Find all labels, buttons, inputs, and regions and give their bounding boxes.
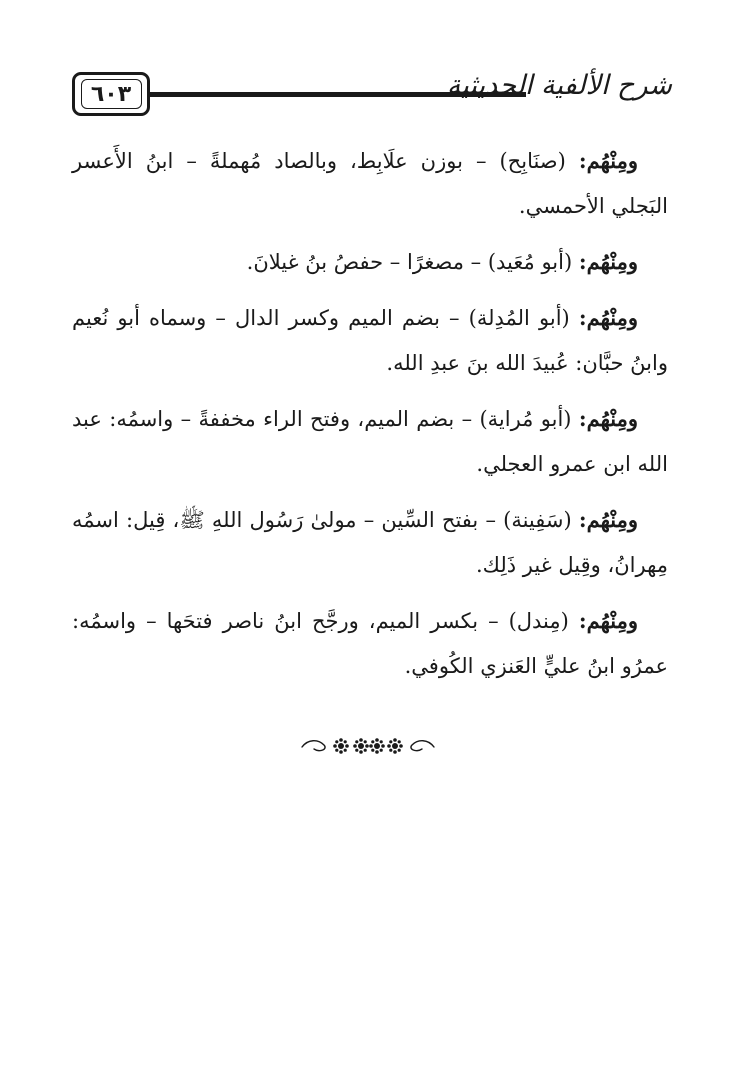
paragraph-3	[72, 295, 668, 386]
paragraph-lead: ومِنْهُم:	[578, 249, 638, 274]
book-title: شرح الألفية الحديثية	[446, 70, 672, 101]
paragraph-lead: ومِنْهُم:	[578, 406, 638, 431]
page-number-box	[72, 72, 150, 116]
paragraph-1	[72, 138, 668, 229]
paragraph-text: (مِندل) – بكسر الميم، ورجَّح ابنُ ناصر فتحَها – واسمُه: عمرُو ابنُ عليٍّ العَنزي الكُوفي.	[72, 609, 668, 678]
page-number: ٦٠٣	[90, 82, 132, 107]
paragraph-text: (سَفِينة) – بفتح السِّين – مولىٰ رَسُول اللهِ ﷺ، قِيل: اسمُه مِهرانُ، وقِيل غير ذَلِك.	[72, 508, 668, 577]
paragraph-5	[72, 497, 668, 588]
paragraph-text: (أبو المُدِلة) – بضم الميم وكسر الدال – وسماه أبو نُعيم وابنُ حبَّان: عُبيدَ الله بنَ عبدِ الله.	[72, 306, 668, 375]
page-content	[72, 138, 668, 699]
paragraph-6	[72, 598, 668, 689]
paragraph-text: (صنَابِح) – بوزن علَابِط، وبالصاد مُهملةً – ابنُ الأَعسر البَجلي الأحمسي.	[72, 149, 668, 218]
section-end-ornament	[300, 735, 436, 757]
paragraph-lead: ومِنْهُم:	[578, 507, 638, 532]
paragraph-text: (أبو مُراية) – بضم الميم، وفتح الراء مخففةً – واسمُه: عبد الله ابن عمرو العجلي.	[72, 407, 668, 476]
paragraph-2	[72, 239, 668, 285]
paragraph-lead: ومِنْهُم:	[578, 305, 638, 330]
paragraph-4	[72, 396, 668, 487]
paragraph-text: (أبو مُعَيد) – مصغرًا – حفصُ بنُ غيلانَ.	[246, 250, 579, 274]
paragraph-lead: ومِنْهُم:	[578, 148, 638, 173]
paragraph-lead: ومِنْهُم:	[578, 608, 638, 633]
page-header	[72, 66, 672, 126]
